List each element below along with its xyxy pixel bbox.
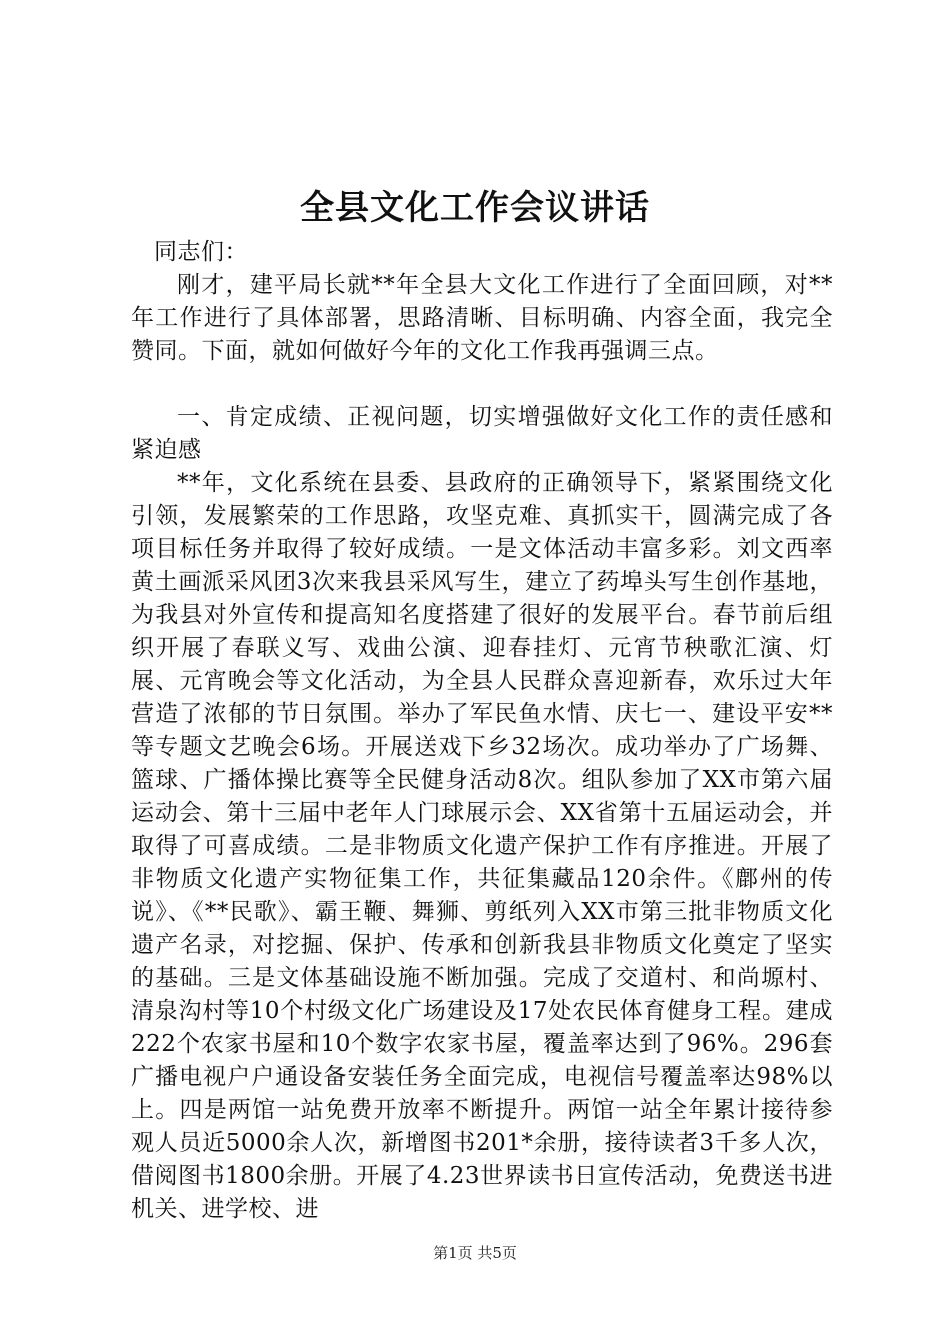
page-number-footer: 第1页 共5页 [433, 1244, 517, 1262]
paragraph-intro: 刚才，建平局长就**年全县大文化工作进行了全面回顾，对**年工作进行了具体部署，思路清晰、目标明确、内容全面，我完全赞同。下面，就如何做好今年的文化工作我再强调三点。 [131, 272, 833, 364]
salutation: 同志们： [154, 239, 248, 265]
document-title: 全县文化工作会议讲话 [300, 188, 650, 228]
document-body [131, 236, 833, 1226]
paragraph-spacer [131, 368, 833, 401]
paragraph-achievements: **年，文化系统在县委、县政府的正确领导下，紧紧围绕文化引领，发展繁荣的工作思路，攻坚克难、真抓实干，圆满完成了各项目标任务并取得了较好成绩。一是文体活动丰富多彩。刘文西率黄土画派采风团3次来我县采风写生，建立了药埠头写生创作基地，为我县对外宣传和提高知名度搭建了很好的发展平台。春节前后组织开展了春联义写、戏曲公演、迎春挂灯、元宵节秧歌汇演、灯展、元宵晚会等文化活动，为全县人民群众喜迎新春，欢乐过大年营造了浓郁的节日氛围。举办了军民鱼水情、庆七一、建设平安**等专题文艺晚会6场。开展送戏下乡32场次。成功举办了广场舞、篮球、广播体操比赛等全民健身活动8次。组队参加了XX市第六届运动会、第十三届中老年人门球展示会、XX省第十五届运动会，并取得了可喜成绩。二是非物质文化遗产保护工作有序推进。开展了非物质文化遗产实物征集工作，共征集藏品120余件。《鄜州的传说》、《**民歌》、霸王鞭、舞狮、剪纸列入XX市第三批非物质文化遗产名录，对挖掘、保护、传承和创新我县非物质文化奠定了坚实的基础。三是文体基础设施不断加强。完成了交道村、和尚塬村、清泉沟村等10个村级文化广场建设及17处农民体育健身工程。建成222个农家书屋和10个数字农家书屋，覆盖率达到了96%。296套广播电视户户通设备安装任务全面完成，电视信号覆盖率达98%以上。四是两馆一站免费开放率不断提升。两馆一站全年累计接待参观人员近5000余人次，新增图书201*余册，接待读者3千多人次，借阅图书1800余册。开展了4.23世界读书日宣传活动，免费送书进机关、进学校、进 [131, 470, 833, 1222]
section-heading-1: 一、肯定成绩、正视问题，切实增强做好文化工作的责任感和紧迫感 [131, 404, 833, 463]
